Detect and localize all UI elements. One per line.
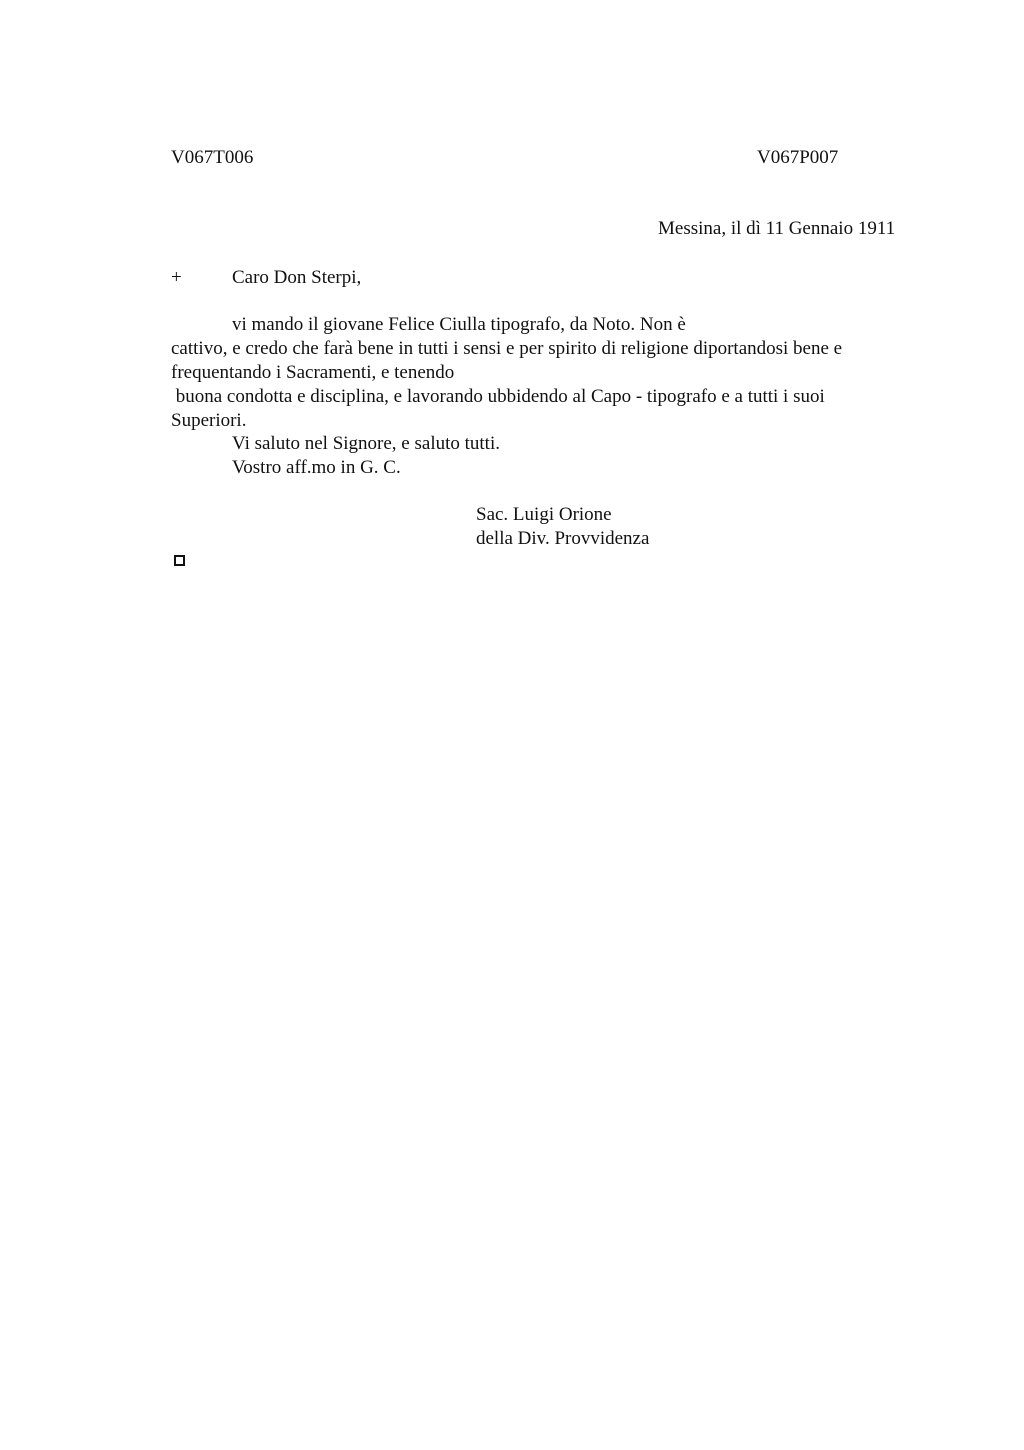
body-line-2: cattivo, e credo che farà bene in tutti i sensi e per spirito di religione diportandosi bene e [171, 338, 843, 359]
closing-greeting: Vi saluto nel Signore, e saluto tutti. [232, 433, 500, 454]
body-line-4: buona condotta e disciplina, e lavorando ubbidendo al Capo - tipografo e a tutti i suoi [171, 386, 825, 407]
body-line-5: Superiori. [171, 410, 247, 431]
body-line-3: frequentando i Sacramenti, e tenendo [171, 362, 455, 383]
closing-valediction: Vostro aff.mo in G. C. [232, 457, 401, 478]
square-outline-icon [174, 555, 185, 566]
salutation: Caro Don Sterpi, [232, 267, 362, 288]
signature-title: della Div. Provvidenza [476, 528, 650, 549]
body-line-1: vi mando il giovane Felice Ciulla tipografo, da Noto. Non è [232, 314, 686, 335]
document-code-left: V067T006 [171, 147, 254, 168]
document-code-right: V067P007 [757, 147, 839, 168]
signature-name: Sac. Luigi Orione [476, 504, 612, 525]
date-line: Messina, il dì 11 Gennaio 1911 [658, 218, 896, 239]
cross-mark: + [171, 267, 182, 288]
